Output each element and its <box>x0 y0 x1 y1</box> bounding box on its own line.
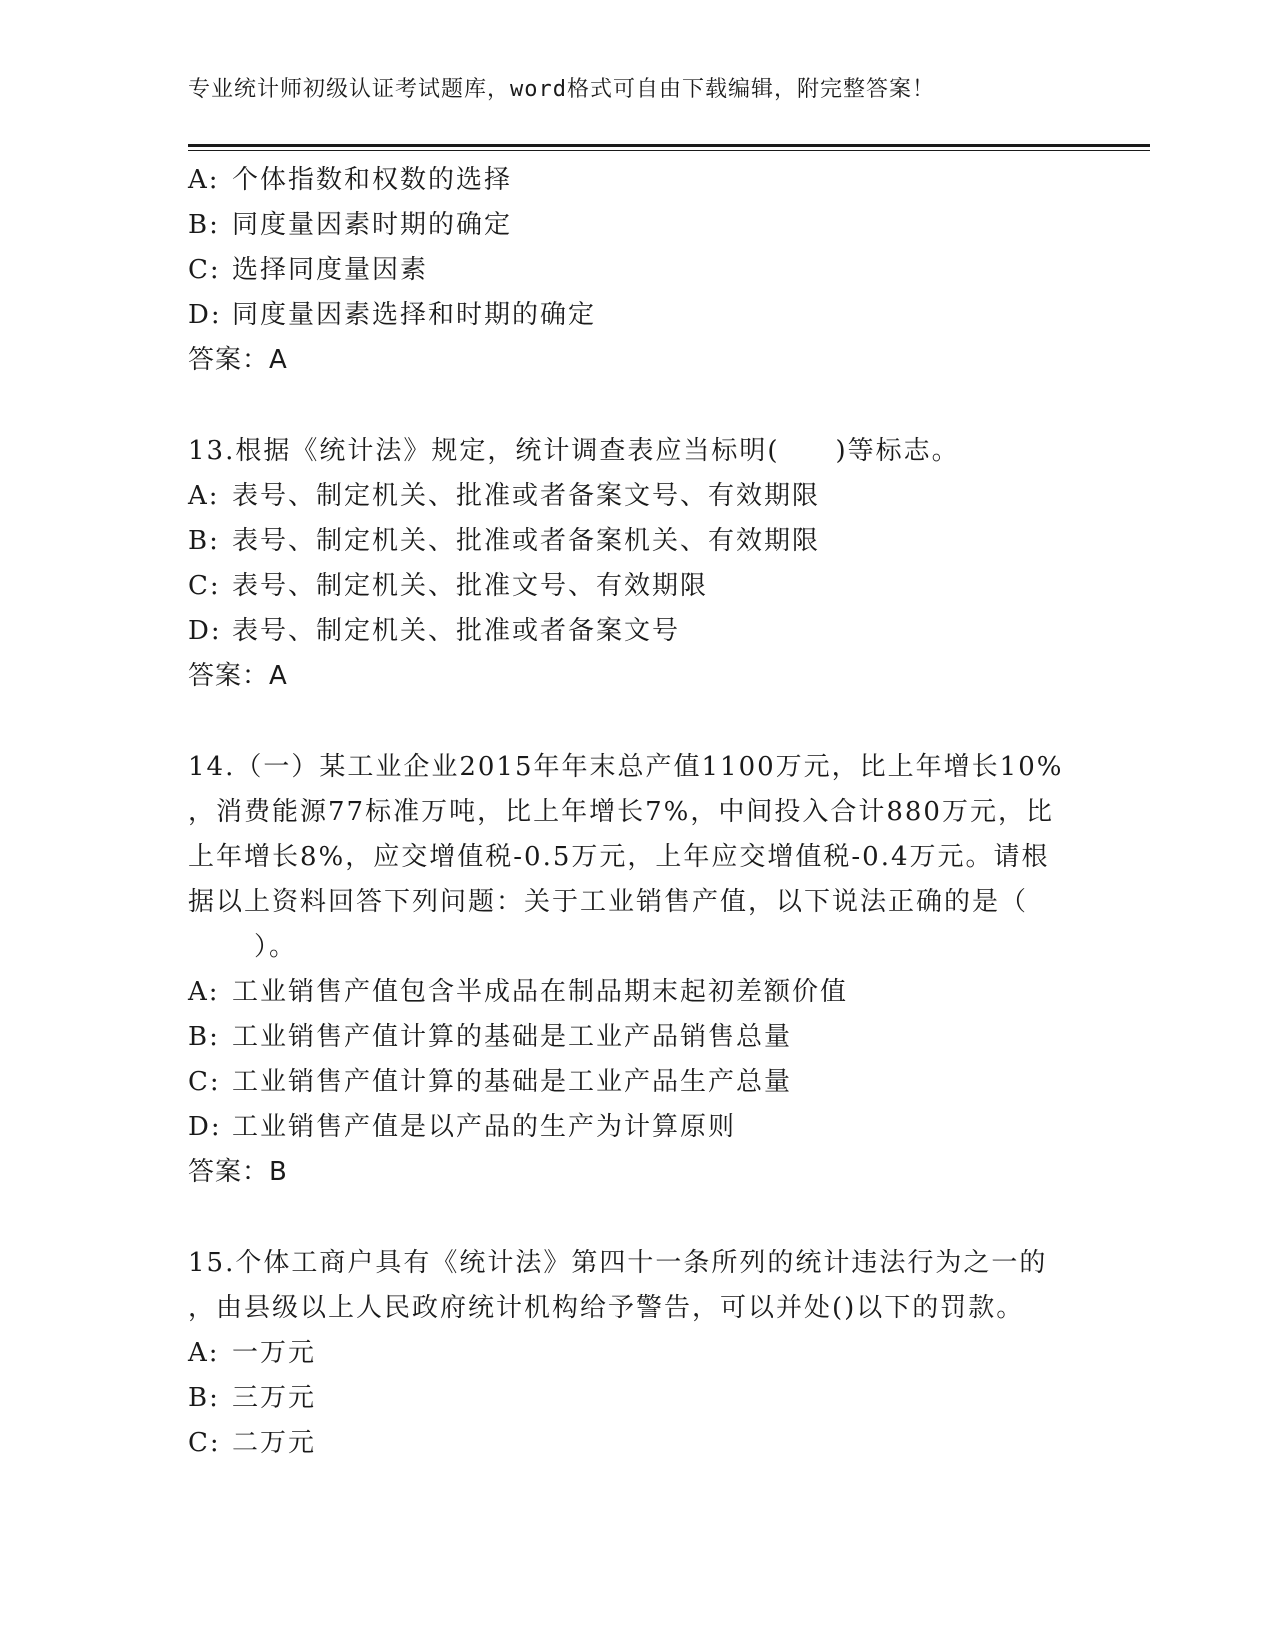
option-b <box>188 1015 1088 1060</box>
answer-line: 答案：A <box>188 345 288 375</box>
option-label: A: <box>188 481 220 511</box>
question-12 <box>188 158 1088 383</box>
option-text: 工业销售产值计算的基础是工业产品生产总量 <box>232 1067 793 1097</box>
option-label: B: <box>188 1022 220 1052</box>
option-text: 表号、制定机关、批准或者备案文号 <box>232 616 681 646</box>
option-d <box>188 1105 1088 1150</box>
option-a <box>188 474 1088 519</box>
option-text: 同度量因素选择和时期的确定 <box>232 300 597 330</box>
option-text: 表号、制定机关、批准或者备案机关、有效期限 <box>232 526 821 556</box>
page-header: 专业统计师初级认证考试题库，word格式可自由下载编辑，附完整答案！ <box>188 77 935 102</box>
option-label: B: <box>188 1383 220 1413</box>
option-label: A: <box>188 165 220 195</box>
answer-line: 答案：A <box>188 661 288 691</box>
option-label: C: <box>188 1067 221 1097</box>
option-label: C: <box>188 255 221 285</box>
option-text: 工业销售产值是以产品的生产为计算原则 <box>232 1112 737 1142</box>
option-b <box>188 203 1088 248</box>
question-content <box>188 158 1088 1466</box>
option-b <box>188 1376 1088 1421</box>
option-text: 表号、制定机关、批准或者备案文号、有效期限 <box>232 481 821 511</box>
question-stem: 13.根据《统计法》规定，统计调查表应当标明( )等标志。 <box>188 436 960 466</box>
option-b <box>188 519 1088 564</box>
option-c <box>188 1060 1088 1105</box>
option-text: 工业销售产值包含半成品在制品期末起初差额价值 <box>232 977 849 1007</box>
option-c <box>188 248 1088 293</box>
option-label: A: <box>188 1338 220 1368</box>
question-stem: ，由县级以上人民政府统计机构给予警告，可以并处()以下的罚款。 <box>188 1293 1025 1323</box>
question-15 <box>188 1241 1088 1466</box>
option-label: D: <box>188 616 222 646</box>
header-rule-thick <box>188 144 1150 147</box>
option-label: C: <box>188 1428 221 1458</box>
header-rule-thin <box>188 150 1150 151</box>
option-d <box>188 293 1088 338</box>
option-a <box>188 1331 1088 1376</box>
question-stem: 据以上资料回答下列问题：关于工业销售产值，以下说法正确的是（ <box>188 887 1029 917</box>
question-stem: 15.个体工商户具有《统计法》第四十一条所列的统计违法行为之一的 <box>188 1248 1048 1278</box>
option-label: A: <box>188 977 220 1007</box>
option-c <box>188 1421 1088 1466</box>
option-text: 选择同度量因素 <box>232 255 429 285</box>
option-text: 二万元 <box>232 1428 317 1458</box>
option-a <box>188 970 1088 1015</box>
answer-line: 答案：B <box>188 1157 288 1187</box>
question-stem: 上年增长8%，应交增值税-0.5万元，上年应交增值税-0.4万元。请根 <box>188 842 1050 872</box>
option-label: B: <box>188 526 220 556</box>
option-text: 个体指数和权数的选择 <box>232 165 513 195</box>
option-c <box>188 564 1088 609</box>
option-text: 同度量因素时期的确定 <box>232 210 513 240</box>
question-stem: 14.（一）某工业企业2015年年末总产值1100万元，比上年增长10% <box>188 752 1064 782</box>
option-a <box>188 158 1088 203</box>
option-label: D: <box>188 300 222 330</box>
option-text: 表号、制定机关、批准文号、有效期限 <box>232 571 709 601</box>
option-label: C: <box>188 571 221 601</box>
option-text: 一万元 <box>232 1338 317 1368</box>
option-text: 工业销售产值计算的基础是工业产品销售总量 <box>232 1022 793 1052</box>
option-label: D: <box>188 1112 222 1142</box>
question-stem: ）。 <box>254 932 298 962</box>
option-label: B: <box>188 210 220 240</box>
option-text: 三万元 <box>232 1383 317 1413</box>
option-d <box>188 609 1088 654</box>
question-14 <box>188 745 1088 1195</box>
question-stem: ，消费能源77标准万吨，比上年增长7%，中间投入合计880万元，比 <box>188 797 1054 827</box>
question-13 <box>188 429 1088 699</box>
